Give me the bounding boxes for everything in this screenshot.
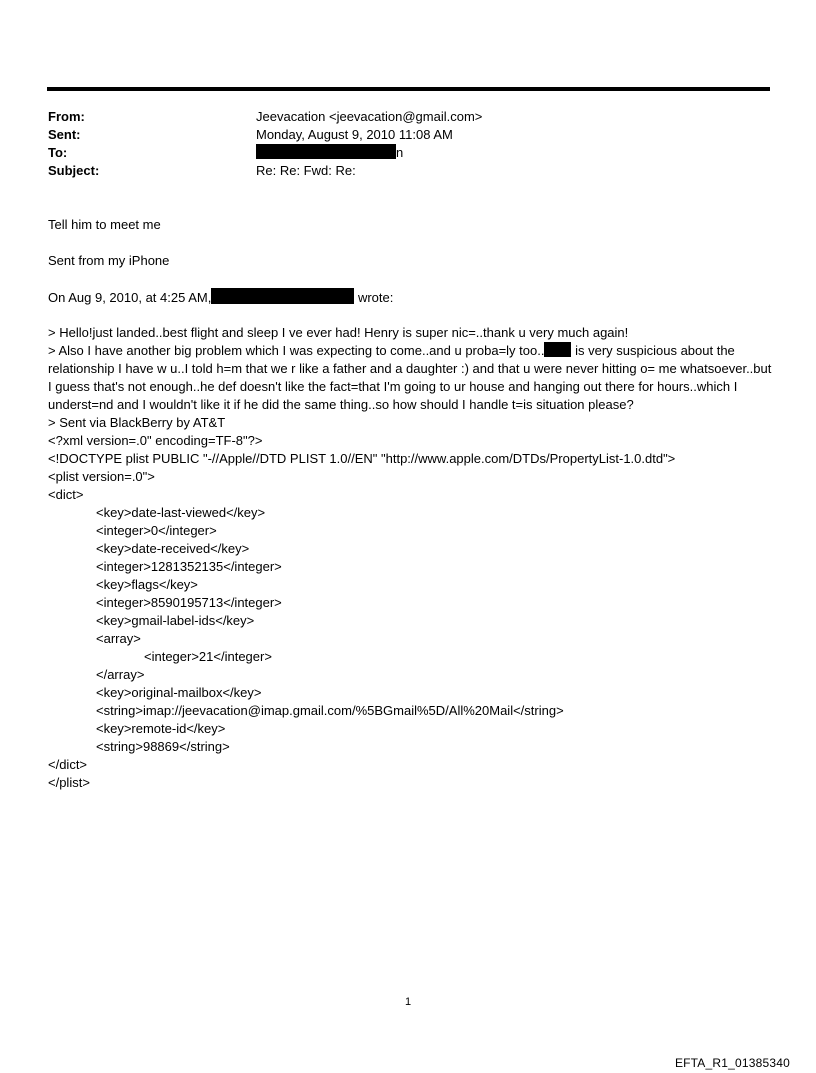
xml-line: <key>original-mailbox</key> [96, 685, 262, 700]
xml-line: <key>date-received</key> [96, 541, 250, 556]
from-row [48, 108, 482, 126]
quote-line-1: > Hello!just landed..best flight and sleep I ve ever had! Henry is super nic=..thank u very much again! [48, 325, 629, 340]
to-row [48, 144, 482, 162]
xml-line: <integer>21</integer> [144, 649, 272, 664]
xml-line: <key>flags</key> [96, 577, 198, 592]
xml-line: <string>98869</string> [96, 739, 230, 754]
subject-value: Re: Re: Fwd: Re: [256, 163, 356, 178]
xml-line: <?xml version=.0" encoding=TF-8"?> [48, 433, 263, 448]
wrote-prefix: On Aug 9, 2010, at 4:25 AM, [48, 290, 212, 305]
to-label: To: [48, 145, 68, 160]
redaction-block [544, 342, 571, 357]
redaction-block [256, 144, 396, 159]
xml-line: <key>remote-id</key> [96, 721, 226, 736]
xml-line: </plist> [48, 775, 90, 790]
quote-line-3: > Sent via BlackBerry by AT&T [48, 415, 226, 430]
xml-line: <integer>0</integer> [96, 523, 217, 538]
message-line-2 [48, 252, 778, 270]
xml-line: <!DOCTYPE plist PUBLIC "-//Apple//DTD PLIST 1.0//EN" "http://www.apple.com/DTDs/PropertyList-1.0.dtd"> [48, 451, 676, 466]
xml-line: <key>date-last-viewed</key> [96, 505, 266, 520]
from-value: Jeevacation <jeevacation@gmail.com> [256, 109, 483, 124]
message-line-1 [48, 216, 778, 234]
sent-row [48, 126, 482, 144]
signature-text: Sent from my iPhone [48, 253, 170, 268]
wrote-line [48, 288, 778, 306]
xml-line: <dict> [48, 487, 84, 502]
quote-2-end: is very suspicious about the relationship I have w u..I told h=m that we r like a father and a daughter :) and that u were never hitting o= me whatsoever..but I guess that's not enough..he def doesn't like the fact=that I'm going to ur house and hanging out there for hours..which I underst=nd and I wouldn't like it if he did the same thing..so how should I handle t=is situation please? [48, 343, 772, 412]
from-label: From: [48, 109, 85, 124]
page-number: 1 [404, 996, 412, 1008]
xml-line: </dict> [48, 757, 88, 772]
document-id: EFTA_R1_01385340 [674, 1056, 790, 1070]
quoted-message [48, 324, 778, 792]
xml-line: <integer>8590195713</integer> [96, 595, 282, 610]
sent-value: Monday, August 9, 2010 11:08 AM [256, 127, 453, 142]
email-header [48, 108, 482, 180]
wrote-text [48, 288, 778, 306]
header-rule [47, 87, 770, 91]
xml-line: <array> [96, 631, 141, 646]
xml-line: </array> [96, 667, 145, 682]
xml-line: <key>gmail-label-ids</key> [96, 613, 255, 628]
subject-label: Subject: [48, 163, 100, 178]
sent-label: Sent: [48, 127, 81, 142]
xml-line: <string>imap://jeevacation@imap.gmail.com/%5BGmail%5D/All%20Mail</string> [96, 703, 564, 718]
xml-line: <plist version=.0"> [48, 469, 155, 484]
quote-line-2 [48, 342, 778, 414]
redaction-block [211, 288, 354, 304]
subject-row [48, 162, 482, 180]
to-value [256, 144, 403, 162]
to-suffix: n [396, 145, 404, 160]
quote-2-start: > Also I have another big problem which I was expecting to come..and u proba=ly too.. [48, 343, 545, 358]
xml-line: <integer>1281352135</integer> [96, 559, 282, 574]
wrote-suffix: wrote: [357, 290, 394, 305]
body-text: Tell him to meet me [48, 217, 161, 232]
